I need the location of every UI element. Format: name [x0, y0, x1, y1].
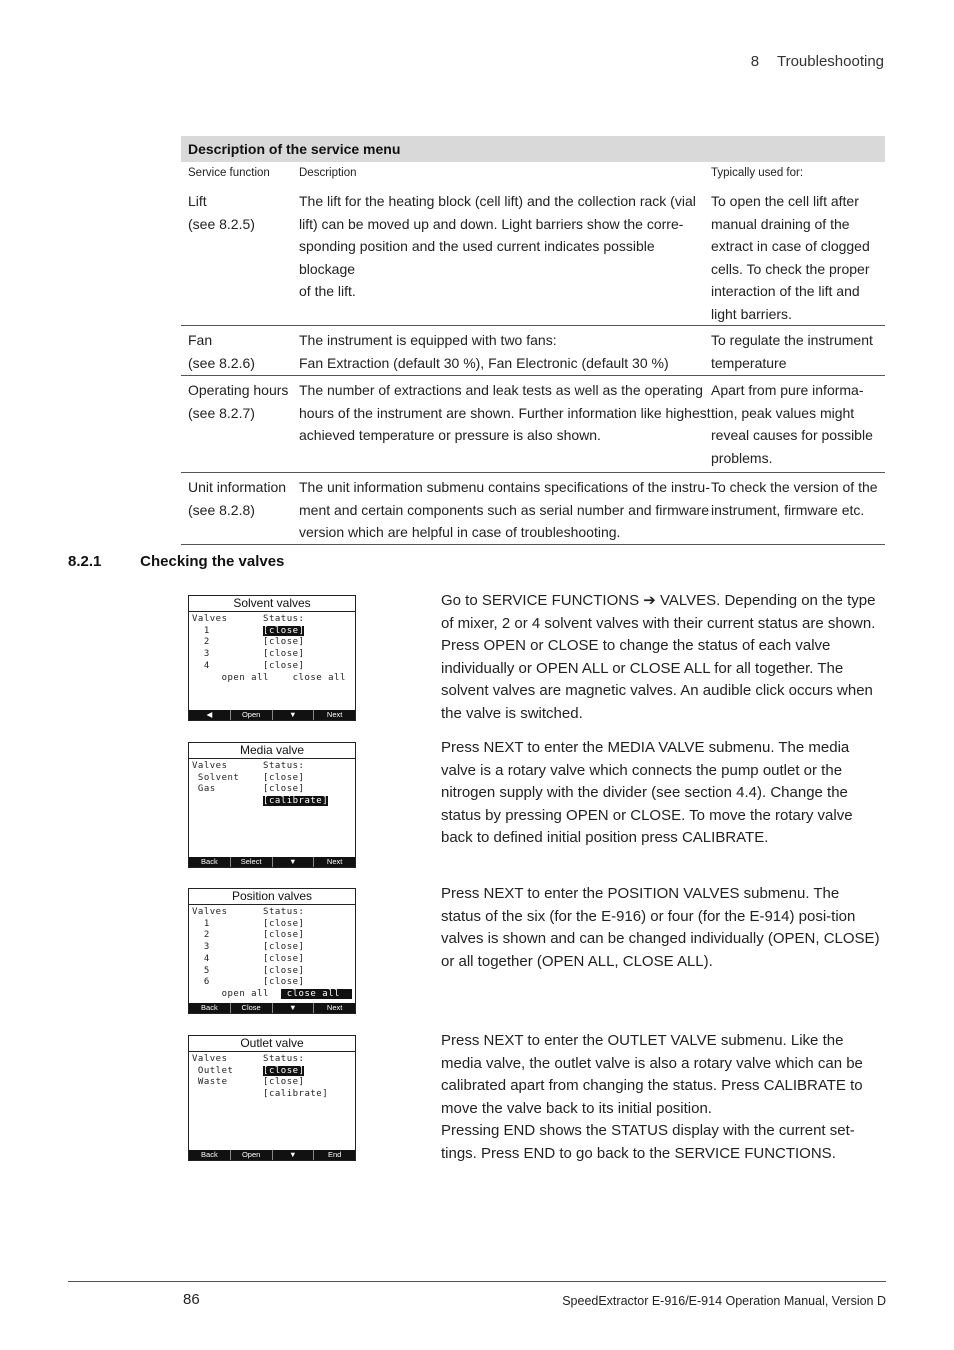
footer-divider	[68, 1281, 886, 1282]
lcd-softkey-bar	[189, 1003, 355, 1013]
lcd-softkey: ▼	[273, 857, 315, 867]
lcd-text: open all	[192, 988, 281, 999]
lcd-text: Valves Status:	[192, 1054, 305, 1064]
lcd-line	[192, 637, 304, 648]
lcd-text: Outlet	[192, 1065, 264, 1076]
service-function-cell	[181, 476, 299, 544]
lcd-softkey: Select	[231, 857, 273, 867]
lcd-screen-solvent-valves	[188, 595, 356, 721]
lcd-line	[192, 1066, 304, 1077]
lcd-line	[192, 1054, 304, 1065]
lcd-text: 2 [close]	[192, 637, 305, 648]
lcd-text: Valves Status:	[192, 907, 305, 917]
cell-line: Unit information	[188, 479, 287, 495]
paragraph-media-valve: Press NEXT to enter the MEDIA VALVE submenu. The media valve is a rotary valve which connects the pump outlet or the nitrogen supply with the divider (see section 4.4). Change the status by pressing OPEN or CLOSE. To move the rotary valve back to defined initial position press CALIBRATE.	[441, 739, 853, 846]
typical-use-cell	[711, 379, 885, 472]
lcd-line	[192, 626, 304, 637]
cell-line: light barriers.	[711, 305, 792, 322]
lcd-softkey: Back	[189, 1003, 231, 1013]
cell-line: The number of extractions and leak tests as well as the operating	[299, 382, 703, 398]
lcd-text	[192, 796, 263, 806]
cell-line: The instrument is equipped with two fans:	[299, 332, 557, 348]
cell-line: The unit information submenu contains specifications of the instru-	[299, 479, 710, 495]
lcd-title: Solvent valves	[189, 596, 355, 612]
lcd-text: 5 [close]	[192, 965, 305, 976]
lcd-screen-media-valve	[188, 742, 356, 868]
lcd-softkey: Back	[189, 857, 231, 867]
table-row	[181, 473, 885, 545]
lcd-text: open all close all	[192, 672, 346, 683]
table-row	[181, 187, 885, 326]
lcd-line	[192, 1077, 304, 1088]
lcd-softkey: Open	[231, 710, 273, 720]
lcd-selected-item: [close]	[263, 625, 305, 636]
typical-use-cell	[711, 476, 885, 544]
typical-use-cell	[711, 190, 885, 325]
description-cell	[299, 329, 711, 375]
section-heading	[68, 553, 284, 570]
lcd-text: 1 [close]	[192, 918, 305, 929]
lcd-text: 2 [close]	[192, 930, 305, 941]
lcd-line	[192, 919, 304, 930]
lcd-selected-item: [close]	[263, 1065, 305, 1076]
lcd-selected-item: [calibrate]	[263, 796, 329, 807]
cell-line: manual draining of the	[711, 215, 850, 232]
lcd-softkey-bar	[189, 857, 355, 867]
lcd-softkey-bar	[189, 710, 355, 720]
lcd-softkey: ▼	[273, 710, 315, 720]
lcd-text: Solvent [close]	[192, 772, 305, 783]
lcd-screen-position-valves	[188, 888, 356, 1014]
lcd-softkey: Back	[189, 1150, 231, 1160]
cell-line: Fan Extraction (default 30 %), Fan Electronic (default 30 %)	[299, 354, 669, 371]
service-function-cell	[181, 190, 299, 325]
lcd-softkey: Next	[326, 857, 343, 866]
cell-line: reveal causes for possible	[711, 427, 873, 443]
lcd-text: 4 [close]	[192, 953, 305, 964]
lcd-line	[192, 614, 304, 625]
typical-use-cell	[711, 329, 885, 375]
lcd-softkey: ◀	[189, 710, 231, 720]
lcd-text: Waste [close]	[192, 1077, 305, 1088]
lcd-text: Gas [close]	[192, 784, 305, 795]
cell-line: sponding position and the used current indicates possible blockage	[299, 238, 655, 277]
table-title: Description of the service menu	[181, 136, 885, 162]
paragraph-outlet-valve: Press NEXT to enter the OUTLET VALVE submenu. Like the media valve, the outlet valve is also a rotary valve which can be calibrated apart from changing the status. Press CALIBRATE to move the valve back to its initial position. Pressing END shows the STATUS display with the current set-tings. Press END to go back to the SERVICE FUNCTIONS.	[441, 1032, 863, 1162]
service-menu-table	[181, 136, 885, 545]
lcd-softkey: Next	[326, 710, 343, 719]
cell-line: Lift	[188, 193, 207, 209]
lcd-screen-outlet-valve	[188, 1035, 356, 1161]
lcd-softkey: ▼	[273, 1003, 315, 1013]
lcd-line	[192, 796, 328, 807]
footer-manual-title: SpeedExtractor E-916/E-914 Operation Manual, Version D	[562, 1294, 886, 1308]
lcd-line	[192, 673, 346, 684]
lcd-line	[192, 966, 304, 977]
service-function-cell	[181, 379, 299, 472]
lcd-text: 4 [close]	[192, 660, 305, 671]
cell-line: (see 8.2.7)	[188, 404, 255, 421]
lcd-softkey: Open	[231, 1150, 273, 1160]
description-cell	[299, 190, 711, 325]
lcd-title: Position valves	[189, 889, 355, 905]
paragraph-solvent-valves: Go to SERVICE FUNCTIONS ➔ VALVES. Depending on the type of mixer, 2 or 4 solvent valves with their current status are shown. Press OPEN or CLOSE to change the status of each valve individually or OPEN ALL or CLOSE ALL for all together. The solvent valves are magnetic valves. An audible click occurs when the valve is switched.	[441, 592, 876, 722]
lcd-text: 3 [close]	[192, 942, 305, 953]
cell-line: To regulate the instrument	[711, 332, 873, 348]
cell-line: ment and certain components such as serial number and firmware	[299, 501, 710, 518]
table-row	[181, 376, 885, 473]
lcd-line	[192, 977, 304, 988]
lcd-text: Valves Status:	[192, 761, 305, 771]
lcd-line	[192, 907, 304, 918]
table-row	[181, 326, 885, 376]
cell-line: To check the version of the	[711, 479, 878, 495]
lcd-selected-item: close all	[280, 988, 352, 999]
cell-line: (see 8.2.8)	[188, 501, 255, 518]
lcd-text: 3 [close]	[192, 649, 305, 660]
cell-line: Fan	[188, 332, 213, 348]
lcd-line	[192, 773, 304, 784]
lcd-text: Valves Status:	[192, 614, 305, 624]
chapter-title: Troubleshooting	[776, 53, 884, 70]
column-header: Service function	[188, 167, 270, 179]
cell-line: The lift for the heating block (cell lift) and the collection rack (vial	[299, 193, 696, 209]
page-number: 86	[183, 1291, 200, 1308]
lcd-softkey-bar	[189, 1150, 355, 1160]
service-function-cell	[181, 329, 299, 375]
cell-line: (see 8.2.6)	[188, 354, 255, 371]
lcd-softkey: End	[327, 1150, 342, 1159]
lcd-line	[192, 930, 304, 941]
paragraph-position-valves: Press NEXT to enter the POSITION VALVES submenu. The status of the six (for the E-916) or four (for the E-914) posi-tion valves is shown and can be changed individually (OPEN, CLOSE) or all together (OPEN ALL, CLOSE ALL).	[441, 885, 880, 970]
cell-line: instrument, firmware etc.	[711, 501, 865, 518]
lcd-line	[192, 761, 304, 772]
section-title: Checking the valves	[140, 553, 285, 570]
lcd-softkey: Next	[326, 1003, 343, 1012]
cell-line: tion, peak values might	[711, 404, 855, 421]
lcd-line	[192, 649, 304, 660]
cell-line: extract in case of clogged	[711, 238, 870, 254]
cell-line: (see 8.2.5)	[188, 215, 255, 232]
lcd-softkey: Close	[231, 1003, 273, 1013]
lcd-text: [calibrate]	[192, 1089, 329, 1100]
lcd-text: 1	[192, 625, 264, 636]
cell-line: problems.	[711, 449, 773, 466]
cell-line: Operating hours	[188, 382, 289, 398]
cell-line: To open the cell lift after	[711, 193, 859, 209]
lcd-line	[192, 661, 304, 672]
lcd-softkey: ▼	[273, 1150, 315, 1160]
cell-line: cells. To check the proper	[711, 260, 870, 277]
lcd-title: Outlet valve	[189, 1036, 355, 1052]
column-header: Typically used for:	[711, 167, 804, 179]
lcd-line	[192, 989, 352, 1000]
lcd-line	[192, 954, 304, 965]
cell-line: version which are helpful in case of troubleshooting.	[299, 524, 621, 540]
column-header: Description	[299, 167, 357, 179]
cell-line: achieved temperature or pressure is also shown.	[299, 427, 601, 443]
section-number: 8.2.1	[68, 553, 102, 570]
cell-line: lift) can be moved up and down. Light barriers show the corre-	[299, 215, 684, 232]
cell-line: of the lift.	[299, 283, 356, 299]
description-cell	[299, 379, 711, 472]
table-header-row	[181, 162, 885, 187]
cell-line: Apart from pure informa-	[711, 382, 864, 398]
lcd-text: 6 [close]	[192, 977, 305, 988]
cell-line: temperature	[711, 354, 787, 371]
chapter-number: 8	[750, 53, 760, 70]
running-header	[751, 53, 884, 70]
cell-line: hours of the instrument are shown. Further information like highest	[299, 404, 711, 421]
lcd-line	[192, 942, 304, 953]
lcd-line	[192, 1089, 328, 1100]
description-cell	[299, 476, 711, 544]
lcd-title: Media valve	[189, 743, 355, 759]
cell-line: interaction of the lift and	[711, 283, 860, 299]
lcd-line	[192, 784, 304, 795]
